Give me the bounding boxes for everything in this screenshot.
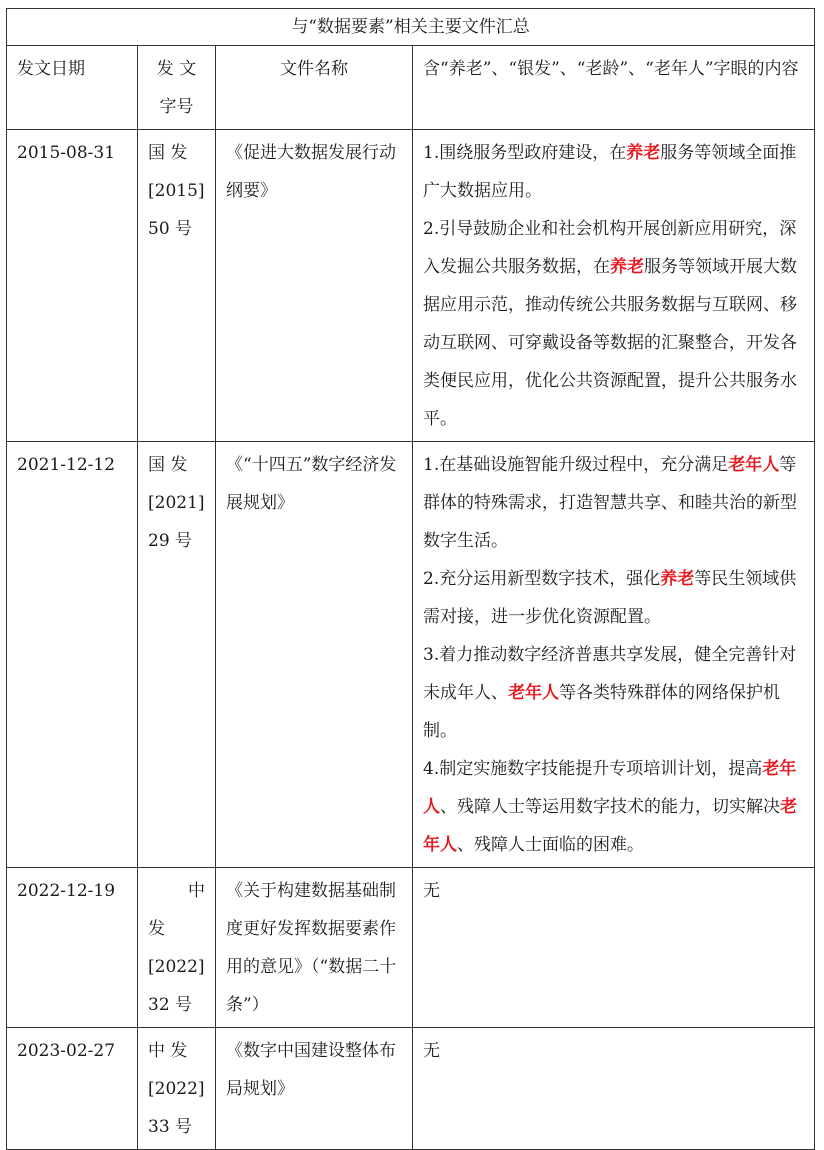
highlighted-keyword: 老年人 (423, 797, 797, 855)
row-document-name: 《关于构建数据基础制度更好发挥数据要素作用的意见》（“数据二十条”） (216, 868, 413, 1028)
content-text: 4.制定实施数字技能提升专项培训计划，提高 (423, 759, 763, 779)
row-docno-line: 29 号 (148, 531, 193, 551)
content-text: 等群体的特殊需求，打造智慧共享、和睦共治的新型数字生活。 (423, 455, 797, 551)
row-content (413, 130, 815, 442)
content-text: 服务等领域开展大数据应用示范，推动传统公共服务数据与互联网、移动互联网、可穿戴设备等数据的汇聚整合，开发各类便民应用，优化公共资源配置，提升公共服务水平。 (423, 257, 797, 429)
header-content-part-1: 含“养老”、“银发”、“老龄”、“老年 (423, 59, 688, 79)
row-docno-line: 国 发 (148, 143, 188, 163)
row-docno-line: 发 (148, 919, 165, 939)
row-content (413, 442, 815, 868)
highlighted-keyword: 养老 (626, 143, 661, 163)
header-docno (138, 46, 216, 130)
header-content-part-2: 人”字眼的内容 (687, 59, 799, 79)
content-text: 2.引导鼓励企业和社会机构开展创新应用研究，深入发掘公共服务数据，在 (423, 219, 797, 277)
row-docno (138, 868, 216, 1028)
content-text: 无 (423, 1041, 440, 1061)
row-document-name: 《促进大数据发展行动纲要》 (216, 130, 413, 442)
table-row (7, 868, 815, 1028)
table-title: 与“数据要素”相关主要文件汇总 (7, 9, 815, 46)
row-docno-line: [2022] (148, 1079, 205, 1099)
row-docno-line: 中 发 (148, 1041, 188, 1061)
row-docno (138, 1028, 216, 1150)
content-text: 等各类特殊群体的网络保护机制。 (423, 683, 780, 741)
content-text: 1.围绕服务型政府建设，在 (423, 143, 627, 163)
content-text: 、残障人士面临的困难。 (457, 835, 644, 855)
table-row (7, 130, 815, 442)
header-name: 文件名称 (216, 46, 413, 130)
row-docno (138, 130, 216, 442)
row-date: 2015-08-31 (7, 130, 138, 442)
header-docno-line-1: 发 文 (156, 59, 197, 79)
table-row (7, 1028, 815, 1150)
header-docno-line-2: 字号 (159, 97, 194, 117)
header-date: 发文日期 (7, 46, 138, 130)
content-text: 3.着力推动数字经济普惠共享发展，健全完善针对未成年人、 (423, 645, 797, 703)
highlighted-keyword: 养老 (660, 569, 695, 589)
content-paragraph (423, 750, 804, 864)
table-title-row (7, 9, 815, 46)
row-docno-line: [2015] (148, 181, 205, 201)
row-date: 2023-02-27 (7, 1028, 138, 1150)
row-content (413, 868, 815, 1028)
content-paragraph (423, 560, 804, 636)
table-row (7, 442, 815, 868)
content-text: 2.充分运用新型数字技术，强化 (423, 569, 661, 589)
content-text: 等民生领域供需对接，进一步优化资源配置。 (423, 569, 797, 627)
row-docno (138, 442, 216, 868)
row-docno-line: 中 (188, 881, 205, 901)
row-date: 2021-12-12 (7, 442, 138, 868)
content-paragraph (423, 134, 804, 210)
content-text: 无 (423, 881, 440, 901)
row-docno-line: 国 发 (148, 455, 188, 475)
row-content (413, 1028, 815, 1150)
document-summary-table (6, 8, 815, 1150)
highlighted-keyword: 老年人 (423, 759, 797, 817)
table-header-row (7, 46, 815, 130)
content-paragraph (423, 210, 804, 438)
content-paragraph (423, 636, 804, 750)
content-text: 服务等领域全面推广大数据应用。 (423, 143, 797, 201)
row-docno-line: 50 号 (148, 219, 193, 239)
row-docno-line: [2022] (148, 957, 205, 977)
content-text: 、残障人士等运用数字技术的能力，切实解决 (440, 797, 780, 817)
row-document-name: 《数字中国建设整体布局规划》 (216, 1028, 413, 1150)
table-body (7, 130, 815, 1150)
row-date: 2022-12-19 (7, 868, 138, 1028)
row-docno-line: [2021] (148, 493, 205, 513)
highlighted-keyword: 老年人 (728, 455, 780, 475)
content-paragraph (423, 1032, 804, 1070)
content-paragraph (423, 446, 804, 560)
highlighted-keyword: 老年人 (508, 683, 559, 703)
row-docno-line: 32 号 (148, 995, 193, 1015)
content-text: 1.在基础设施智能升级过程中，充分满足 (423, 455, 729, 475)
header-content (413, 46, 815, 130)
content-paragraph (423, 872, 804, 910)
highlighted-keyword: 养老 (610, 257, 644, 277)
row-document-name: 《“十四五”数字经济发展规划》 (216, 442, 413, 868)
row-docno-line: 33 号 (148, 1117, 193, 1137)
